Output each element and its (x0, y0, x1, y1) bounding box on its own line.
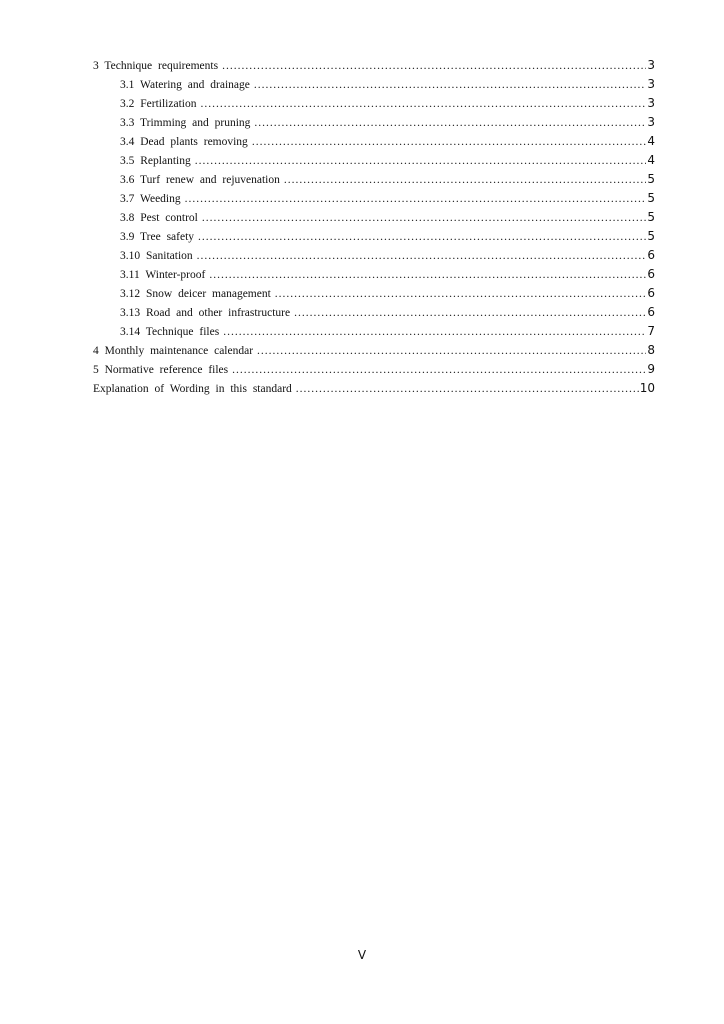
toc-entry-label: 3.11 Winter-proof (120, 269, 206, 281)
toc-entry[interactable] (93, 379, 655, 398)
toc-entry[interactable] (93, 151, 655, 170)
toc-entry-page: 5 (647, 191, 655, 205)
toc-entry-page: 4 (647, 134, 655, 148)
toc-entry[interactable] (93, 170, 655, 189)
dot-leader (254, 76, 647, 94)
toc-entry-page: 10 (639, 381, 655, 395)
toc-entry[interactable] (93, 75, 655, 94)
toc-entry-label: 3.12 Snow deicer management (120, 288, 271, 300)
toc-entry-page: 5 (647, 172, 655, 186)
toc-entry-label: 3.2 Fertilization (120, 98, 197, 110)
toc-entry[interactable] (93, 132, 655, 151)
toc-entry[interactable] (93, 189, 655, 208)
dot-leader (195, 152, 647, 170)
toc-entry[interactable] (93, 208, 655, 227)
toc-entry-page: 6 (647, 286, 655, 300)
toc-entry-page: 8 (647, 343, 655, 357)
toc-entry-label: 3.7 Weeding (120, 193, 181, 205)
toc-entry[interactable] (93, 360, 655, 379)
dot-leader (284, 171, 646, 189)
toc-entry-label: Explanation of Wording in this standard (93, 383, 292, 395)
toc-entry-label: 3.6 Turf renew and rejuvenation (120, 174, 280, 186)
dot-leader (222, 57, 646, 75)
toc-entry-label: 3.3 Trimming and pruning (120, 117, 251, 129)
toc-entry-page: 9 (647, 362, 655, 376)
page-number: V (357, 948, 367, 962)
toc-entry-label: 5 Normative reference files (93, 364, 229, 376)
toc-entry[interactable] (93, 284, 655, 303)
toc-entry[interactable] (93, 94, 655, 113)
dot-leader (223, 323, 646, 341)
dot-leader (257, 342, 646, 360)
dot-leader (200, 95, 646, 113)
toc-entry-page: 4 (647, 153, 655, 167)
toc-entry-label: 3.14 Technique files (120, 326, 220, 338)
dot-leader (254, 114, 646, 132)
toc-entry-page: 3 (647, 96, 655, 110)
dot-leader (209, 266, 646, 284)
dot-leader (252, 133, 647, 151)
toc-entry-label: 3.5 Replanting (120, 155, 191, 167)
toc-entry[interactable] (93, 113, 655, 132)
dot-leader (185, 190, 647, 208)
table-of-contents (93, 56, 655, 398)
toc-entry-page: 7 (647, 324, 655, 338)
toc-entry[interactable] (93, 227, 655, 246)
toc-entry-label: 3 Technique requirements (93, 60, 219, 72)
toc-entry[interactable] (93, 303, 655, 322)
toc-entry-label: 3.1 Watering and drainage (120, 79, 250, 91)
dot-leader (197, 247, 647, 265)
toc-entry-page: 3 (647, 77, 655, 91)
dot-leader (294, 304, 646, 322)
toc-entry-page: 5 (647, 229, 655, 243)
toc-entry[interactable] (93, 246, 655, 265)
dot-leader (232, 361, 646, 379)
toc-entry-page: 3 (647, 58, 655, 72)
dot-leader (296, 380, 639, 398)
dot-leader (202, 209, 646, 227)
toc-entry[interactable] (93, 341, 655, 360)
toc-entry-page: 6 (647, 267, 655, 281)
toc-entry-label: 3.10 Sanitation (120, 250, 193, 262)
toc-entry[interactable] (93, 322, 655, 341)
toc-entry[interactable] (93, 265, 655, 284)
toc-entry-page: 3 (647, 115, 655, 129)
toc-entry-label: 3.13 Road and other infrastructure (120, 307, 291, 319)
dot-leader (198, 228, 646, 246)
toc-entry-label: 4 Monthly maintenance calendar (93, 345, 254, 357)
dot-leader (275, 285, 647, 303)
toc-entry-page: 6 (647, 248, 655, 262)
toc-entry-label: 3.9 Tree safety (120, 231, 195, 243)
toc-entry[interactable] (93, 56, 655, 75)
toc-entry-label: 3.8 Pest control (120, 212, 198, 224)
toc-entry-page: 6 (647, 305, 655, 319)
toc-entry-label: 3.4 Dead plants removing (120, 136, 248, 148)
toc-entry-page: 5 (647, 210, 655, 224)
